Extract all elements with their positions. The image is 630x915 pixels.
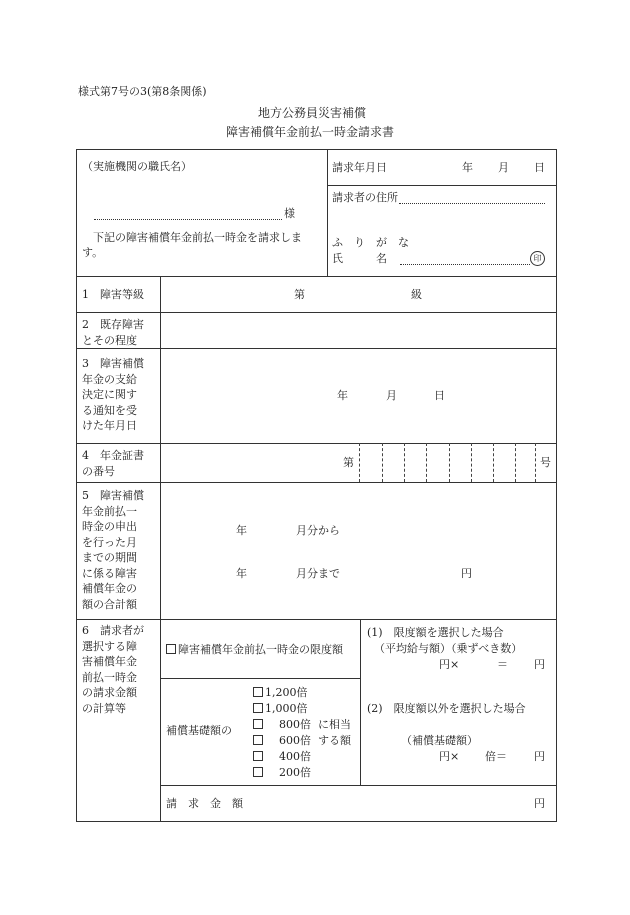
certificate-digit-separator — [471, 443, 472, 482]
top-split — [327, 149, 328, 276]
r6-label-line: 害補償年金 — [82, 655, 137, 668]
r5-from-year: 年 — [236, 524, 247, 537]
r3-label-line: る通知を受 — [82, 403, 137, 417]
r5-label — [82, 488, 144, 612]
r4-dai: 第 — [343, 456, 354, 469]
multiple-value: 1,000倍 — [265, 702, 308, 715]
honorific: 様 — [284, 207, 295, 220]
r1-label: 1 障害等級 — [82, 288, 144, 301]
option2-yen-times: 円× — [439, 750, 460, 763]
r1-dai: 第 — [294, 288, 305, 301]
r4-label — [82, 448, 144, 479]
r5-label-line: 年金前払一 — [82, 504, 137, 518]
r6-label-line: 選択する障 — [82, 639, 137, 653]
r1-kyu: 級 — [411, 288, 422, 301]
r5-to-year: 年 — [236, 567, 247, 580]
multiple-option-400[interactable] — [253, 751, 311, 762]
option2-title: (2) 限度額以外を選択した場合 — [367, 702, 526, 715]
r5-label-line: 時金の申出 — [82, 520, 137, 533]
r3-label — [82, 356, 144, 434]
claim-amount-label: 請 求 金 額 — [166, 797, 243, 810]
r5-to-month: 月分まで — [296, 567, 340, 580]
certificate-digit-separator — [382, 443, 383, 482]
multiple-option-1200[interactable] — [253, 687, 308, 698]
r6-label — [82, 623, 144, 716]
r6-label-line: の計算等 — [82, 701, 126, 715]
form-title-line1: 地方公務員災害補償 — [258, 106, 367, 120]
r2-label — [82, 317, 144, 348]
r3-day: 日 — [434, 389, 445, 402]
row-divider — [76, 312, 557, 313]
r5-from-month: 月分から — [296, 524, 340, 537]
equivalent-label-1: に相当 — [318, 718, 351, 731]
multiple-checkbox[interactable] — [253, 751, 263, 761]
equivalent-label-2: する額 — [318, 734, 351, 747]
base-amount-label: 補償基礎額の — [166, 724, 232, 737]
multiple-checkbox[interactable] — [253, 687, 263, 697]
certificate-digit-separator — [535, 443, 536, 482]
option1-subtitle: （平均給与額）（乗ずべき数） — [374, 642, 523, 655]
name-label: 氏 名 — [332, 252, 387, 265]
seal-mark: 印 — [530, 251, 545, 266]
r5-yen: 円 — [461, 567, 472, 580]
r2-label-line: とその程度 — [82, 333, 137, 347]
certificate-digit-separator — [449, 443, 450, 482]
option1-equals: ＝ — [497, 658, 508, 671]
r4-label-line: 4 年金証書 — [82, 449, 144, 462]
furigana-label: ふ り が な — [332, 236, 409, 249]
option1-yen-times: 円× — [439, 658, 460, 671]
r5-label-line: までの期間 — [82, 551, 137, 564]
r3-label-line: 3 障害補償 — [82, 357, 144, 370]
label-column-divider — [160, 276, 161, 822]
r3-label-line: 年金の支給 — [82, 372, 137, 386]
option2-subtitle: （補償基礎額） — [401, 734, 478, 747]
multiple-option-800[interactable] — [253, 719, 311, 730]
top-right-divider — [327, 185, 557, 186]
form-number: 様式第7号の3(第8条関係) — [78, 85, 207, 98]
org-name-field[interactable] — [94, 219, 282, 220]
limit-option[interactable] — [166, 644, 343, 655]
certificate-digit-separator — [359, 443, 360, 482]
org-label: （実施機関の職氏名） — [82, 160, 192, 173]
form-title-line2: 障害補償年金前払一時金請求書 — [226, 125, 395, 139]
multiple-value: 800倍 — [279, 718, 311, 731]
address-label: 請求者の住所 — [332, 191, 398, 204]
claim-amount-yen: 円 — [534, 797, 545, 810]
option2-yen: 円 — [534, 750, 545, 763]
request-text-line2: す。 — [82, 246, 104, 259]
row-divider — [76, 443, 557, 444]
option1-title: (1) 限度額を選択した場合 — [367, 626, 504, 639]
multiple-checkbox[interactable] — [253, 735, 263, 745]
certificate-digit-separator — [493, 443, 494, 482]
multiple-value: 200倍 — [279, 766, 311, 779]
r5-label-line: 5 障害補償 — [82, 489, 144, 502]
address-field[interactable] — [399, 203, 545, 204]
request-text-line1: 下記の障害補償年金前払一時金を請求しま — [93, 231, 302, 244]
r6-label-line: 前払一時金 — [82, 670, 137, 684]
certificate-digit-separator — [426, 443, 427, 482]
multiple-checkbox[interactable] — [253, 703, 263, 713]
limit-option-label: 障害補償年金前払一時金の限度額 — [178, 643, 343, 656]
multiple-value: 600倍 — [279, 734, 311, 747]
date-year: 年 — [462, 161, 473, 174]
multiple-option-200[interactable] — [253, 767, 311, 778]
multiple-checkbox[interactable] — [253, 767, 263, 777]
r2-label-line: 2 既存障害 — [82, 318, 144, 331]
r4-label-line: の番号 — [82, 464, 115, 478]
r6-label-line: の請求金額 — [82, 686, 137, 699]
date-label: 請求年月日 — [332, 161, 387, 174]
multiple-value: 1,200倍 — [265, 686, 308, 699]
row-divider — [76, 482, 557, 483]
certificate-digit-separator — [515, 443, 516, 482]
date-month: 月 — [498, 161, 509, 174]
multiple-option-600[interactable] — [253, 735, 311, 746]
r5-label-line: を行った月 — [82, 535, 137, 549]
row-divider — [76, 276, 557, 277]
r6-split — [360, 619, 361, 785]
option1-yen: 円 — [534, 658, 545, 671]
r5-label-line: に係る障害 — [82, 566, 137, 580]
date-day: 日 — [534, 161, 545, 174]
row-divider — [76, 348, 557, 349]
certificate-digit-separator — [404, 443, 405, 482]
name-field[interactable] — [400, 264, 530, 265]
multiple-value: 400倍 — [279, 750, 311, 763]
r3-year: 年 — [337, 389, 348, 402]
multiple-option-1000[interactable] — [253, 703, 308, 714]
option2-times-equals: 倍＝ — [485, 750, 507, 763]
limit-checkbox[interactable] — [166, 644, 176, 654]
row-divider — [76, 619, 557, 620]
r5-label-line: 額の合計額 — [82, 597, 137, 611]
claim-divider — [160, 785, 557, 786]
r3-label-line: けた年月日 — [82, 419, 137, 432]
multiple-checkbox[interactable] — [253, 719, 263, 729]
r6-label-line: 6 請求者が — [82, 624, 144, 637]
form-table — [76, 149, 557, 822]
r3-month: 月 — [386, 389, 397, 402]
r4-go: 号 — [540, 456, 551, 469]
r6-inner-divider — [160, 678, 360, 679]
r3-label-line: 決定に関す — [82, 388, 137, 401]
r5-label-line: 補償年金の — [82, 582, 137, 595]
